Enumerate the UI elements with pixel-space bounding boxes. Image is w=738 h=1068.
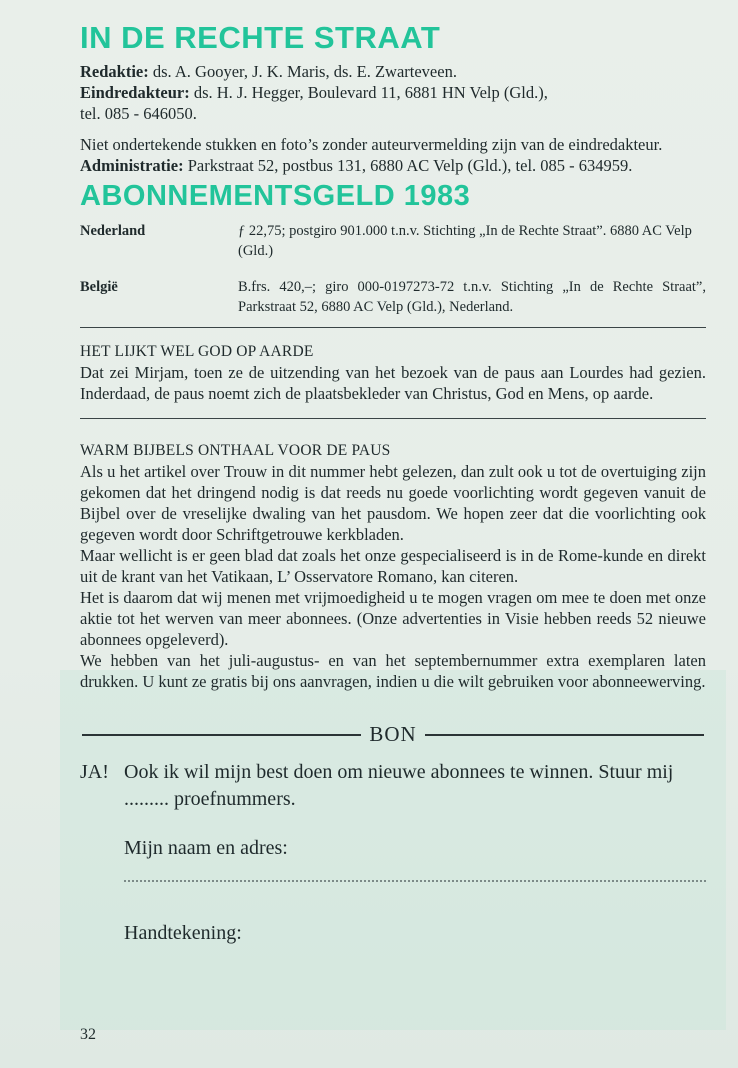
article-paragraph: Maar wellicht is er geen blad dat zoals het onze gespecialiseerd is in de Rome-kunde en direkt uit de krant van het Vatikaan, L’ Osservatore Romano, kan citeren.	[80, 546, 706, 586]
coupon-form	[80, 759, 706, 947]
request-text: Ook ik wil mijn best doen om nieuwe abonnees te winnen. Stuur mij ......... proefnummers.	[124, 761, 674, 810]
masthead-title: IN DE RECHTE STRAAT	[80, 20, 441, 55]
country-label: België	[80, 279, 118, 295]
country-label: Nederland	[80, 223, 146, 239]
admin-line	[80, 155, 706, 176]
country-detail: B.frs. 420,–; giro 000-0197273-72 t.n.v. Stichting „In de Rechte Straat”, Parkstraat 52, 6880 AC Velp (Gld.), Nederland.	[238, 279, 706, 315]
signature-label: Handtekening:	[124, 922, 242, 944]
redaktie-label: Redaktie:	[80, 62, 149, 81]
admin-label: Administratie:	[80, 156, 184, 175]
subscription-row-belgie	[80, 277, 706, 317]
name-address-label: Mijn naam en adres:	[124, 837, 288, 859]
tel-line: tel. 085 - 646050.	[80, 104, 197, 123]
article-paragraph: Als u het artikel over Trouw in dit nummer hebt gelezen, dan zult ook u tot de overtuiging zijn gekomen dat het dringend nodig is dat reeds nu goede voorlichting wordt gegeven vanuit de Bijbel over de vreselijke dwaling van het pausdom. We hopen zeer dat die voorlichting ook gegeven wordt door Schriftgetrouwe kerkbladen.	[80, 462, 706, 544]
coupon-label: BON	[369, 722, 417, 746]
name-address-field[interactable]	[124, 880, 706, 884]
divider	[80, 418, 706, 419]
redaktie-text: ds. A. Gooyer, J. K. Maris, ds. E. Zwarteveen.	[148, 62, 457, 81]
article-paragraph: Het is daarom dat wij menen met vrijmoedigheid u te mogen vragen om mee te doen met onze aktie tot het werven van meer abonnees. (Onze advertenties in Visie hebben reeds 52 nieuwe abonnees opgeleverd).	[80, 588, 706, 649]
eindredakteur-text: ds. H. J. Hegger, Boulevard 11, 6881 HN Velp (Gld.),	[189, 83, 548, 102]
subscription-row-nederland	[80, 221, 706, 261]
content-column	[80, 18, 706, 947]
article-body: Dat zei Mirjam, toen ze de uitzending van het bezoek van de paus aan Lourdes had gezien. Inderdaad, de paus noemt zich de plaatsbekleder van Christus, God en Mens, op aarde.	[80, 363, 706, 403]
country-detail: ƒ 22,75; postgiro 901.000 t.n.v. Stichting „In de Rechte Straat”. 6880 AC Velp (Gld.)	[238, 223, 692, 259]
eindredakteur-label: Eindredakteur:	[80, 83, 190, 102]
subscription-title: ABONNEMENTSGELD 1983	[80, 180, 471, 212]
divider	[80, 327, 706, 328]
subscription-table	[80, 221, 706, 317]
article-title: WARM BIJBELS ONTHAAL VOOR DE PAUS	[80, 442, 391, 459]
page-number: 32	[80, 1026, 96, 1043]
article-title: HET LIJKT WEL GOD OP AARDE	[80, 343, 314, 360]
colophon	[80, 61, 706, 176]
redaktie-line	[80, 61, 706, 82]
ja-label: JA!	[80, 761, 109, 783]
coupon-cut-line	[80, 722, 706, 747]
article-paragraph: We hebben van het juli-augustus- en van het septembernummer extra exemplaren laten drukken. U kunt ze gratis bij ons aanvragen, indien u die wilt gebruiken voor abonneewerving.	[80, 651, 706, 691]
coupon-request	[80, 759, 706, 813]
admin-text: Parkstraat 52, postbus 131, 6880 AC Velp (Gld.), tel. 085 - 634959.	[183, 156, 633, 175]
article-god-op-aarde	[80, 342, 706, 404]
notice-text: Niet ondertekende stukken en foto’s zonder auteurvermelding zijn van de eindredakteur.	[80, 135, 663, 154]
article-warm-onthaal	[80, 441, 706, 692]
eindredakteur-line	[80, 82, 706, 103]
